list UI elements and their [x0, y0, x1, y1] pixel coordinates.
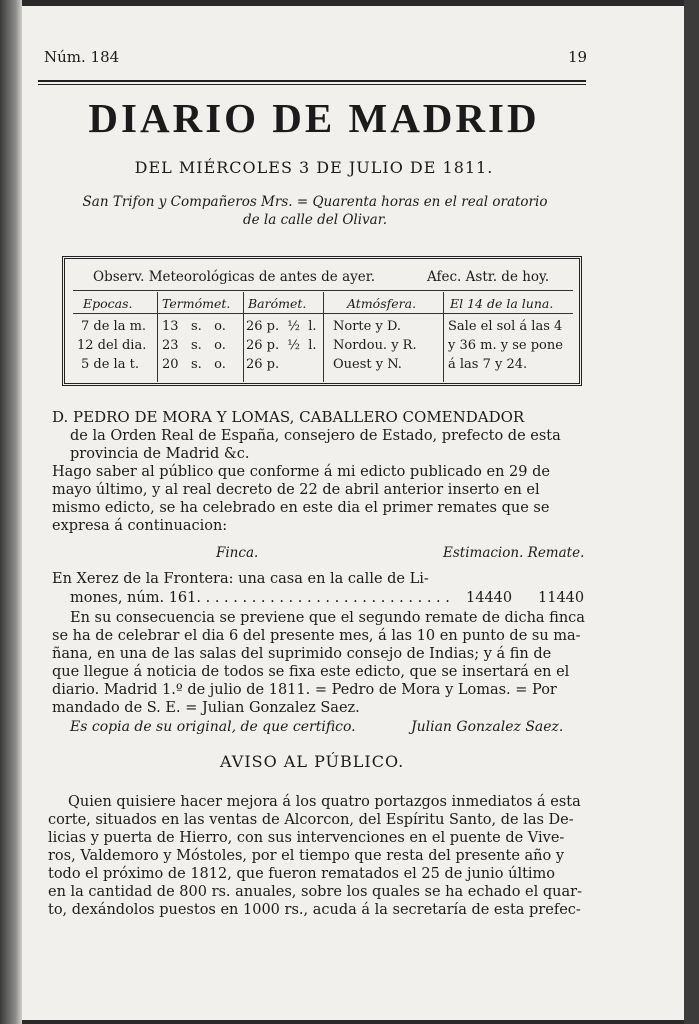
col-divider: [243, 292, 244, 382]
item-estimacion: 14440: [466, 590, 513, 606]
cell-term: 13 s. o.: [162, 319, 226, 334]
cell-astro: y 36 m. y se pone: [448, 338, 563, 353]
masthead-title: DIARIO DE MADRID: [88, 95, 540, 141]
notice-line: en la cantidad de 800 rs. anuales, sobre los quales se ha echado el quar-: [48, 884, 582, 900]
edict-heading: D. PEDRO DE MORA Y LOMAS, CABALLERO COMENDADOR: [52, 408, 525, 426]
masthead-date: DEL MIÉRCOLES 3 DE JULIO DE 1811.: [134, 158, 494, 177]
cell-atmos: Ouest y N.: [333, 357, 402, 372]
edict-line: mismo edicto, se ha celebrado en este dia el primer remates que se: [52, 500, 550, 516]
notice-line: corte, situados en las ventas de Alcorcon, del Espíritu Santo, de las De-: [48, 812, 574, 828]
signature: Julian Gonzalez Saez.: [411, 719, 564, 735]
cell-baro: 26 p.: [246, 357, 280, 372]
col-termomet: Termómet.: [162, 296, 231, 311]
cell-astro: á las 7 y 24.: [448, 357, 528, 372]
body-line: En su consecuencia se previene que el segundo remate de dicha finca: [70, 610, 585, 626]
col-baromet: Barómet.: [248, 296, 307, 311]
body-line: se ha de celebrar el dia 6 del presente mes, á las 10 en punto de su ma-: [52, 628, 581, 644]
cell-term: 23 s. o.: [162, 338, 226, 353]
cell-epoca: 7 de la m.: [81, 319, 147, 334]
col-divider: [443, 292, 444, 382]
notice-heading: AVISO AL PÚBLICO.: [220, 752, 405, 771]
cell-epoca: 12 del dia.: [77, 338, 147, 353]
weather-head-left: Observ. Meteorológicas de antes de ayer.: [93, 269, 376, 285]
item-remate: 11440: [538, 590, 585, 606]
saints-of-day: [40, 193, 590, 229]
weather-table: [62, 256, 582, 386]
notice-line: ros, Valdemoro y Móstoles, por el tiempo que resta del presente año y: [48, 848, 565, 864]
edict-line: mayo último, y al real decreto de 22 de abril anterior inserto en el: [52, 482, 540, 498]
cell-atmos: Nordou. y R.: [333, 338, 417, 353]
cell-epoca: 5 de la t.: [81, 357, 139, 372]
page-number: 19: [568, 48, 588, 66]
item-line: En Xerez de la Frontera: una casa en la calle de Li-: [52, 571, 429, 587]
col-epocas: Epocas.: [83, 296, 133, 311]
body-line: que llegue á noticia de todos se fixa este edicto, que se insertará en el: [52, 664, 570, 680]
cell-astro: Sale el sol á las 4: [448, 319, 563, 334]
issue-number: Núm. 184: [44, 48, 120, 66]
table-rule: [73, 290, 573, 291]
header-rule: [38, 80, 586, 82]
book-spine: [0, 0, 22, 1024]
col-divider: [157, 292, 158, 382]
item-line: mones, núm. 161. . . . . . . . . . . . . . . . . . . . . . . . . . . .: [70, 590, 450, 606]
cell-atmos: Norte y D.: [333, 319, 402, 334]
body-line: mandado de S. E. = Julian Gonzalez Saez.: [52, 700, 360, 716]
cell-baro: 26 p. ½ l.: [246, 319, 317, 334]
col-estimacion-remate: Estimacion. Remate.: [443, 545, 585, 561]
header-rule-thin: [38, 84, 586, 85]
cell-baro: 26 p. ½ l.: [246, 338, 317, 353]
notice-line: todo el próximo de 1812, que fueron rematados el 25 de junio último: [48, 866, 556, 882]
col-atmosfera: Atmósfera.: [347, 296, 417, 311]
saints-line-2: de la calle del Olivar.: [243, 212, 387, 228]
body-line: ñana, en una de las salas del suprimido consejo de Indias; y á fin de: [52, 646, 552, 662]
saints-line-1: San Trifon y Compañeros Mrs. = Quarenta horas en el real oratorio: [82, 194, 548, 210]
edict-line: de la Orden Real de España, consejero de Estado, prefecto de esta: [70, 428, 561, 444]
col-luna: El 14 de la luna.: [450, 296, 554, 311]
certify-line: Es copia de su original, de que certifico.: [70, 719, 356, 735]
notice-line: Quien quisiere hacer mejora á los quatro portazgos inmediatos á esta: [68, 794, 581, 810]
edict-line: expresa á continuacion:: [52, 518, 228, 534]
body-line: diario. Madrid 1.º de julio de 1811. = Pedro de Mora y Lomas. = Por: [52, 682, 557, 698]
notice-line: licias y puerta de Hierro, con sus intervenciones en el puente de Vive-: [48, 830, 565, 846]
edict-line: Hago saber al público que conforme á mi edicto publicado en 29 de: [52, 464, 550, 480]
edict-line: provincia de Madrid &c.: [70, 446, 250, 462]
col-divider: [323, 292, 324, 382]
col-finca: Finca.: [216, 545, 259, 561]
notice-line: to, dexándolos puestos en 1000 rs., acuda á la secretaría de esta prefec-: [48, 902, 581, 918]
weather-head-right: Afec. Astr. de hoy.: [427, 269, 550, 285]
page-edge: [684, 0, 699, 1024]
cell-term: 20 s. o.: [162, 357, 226, 372]
